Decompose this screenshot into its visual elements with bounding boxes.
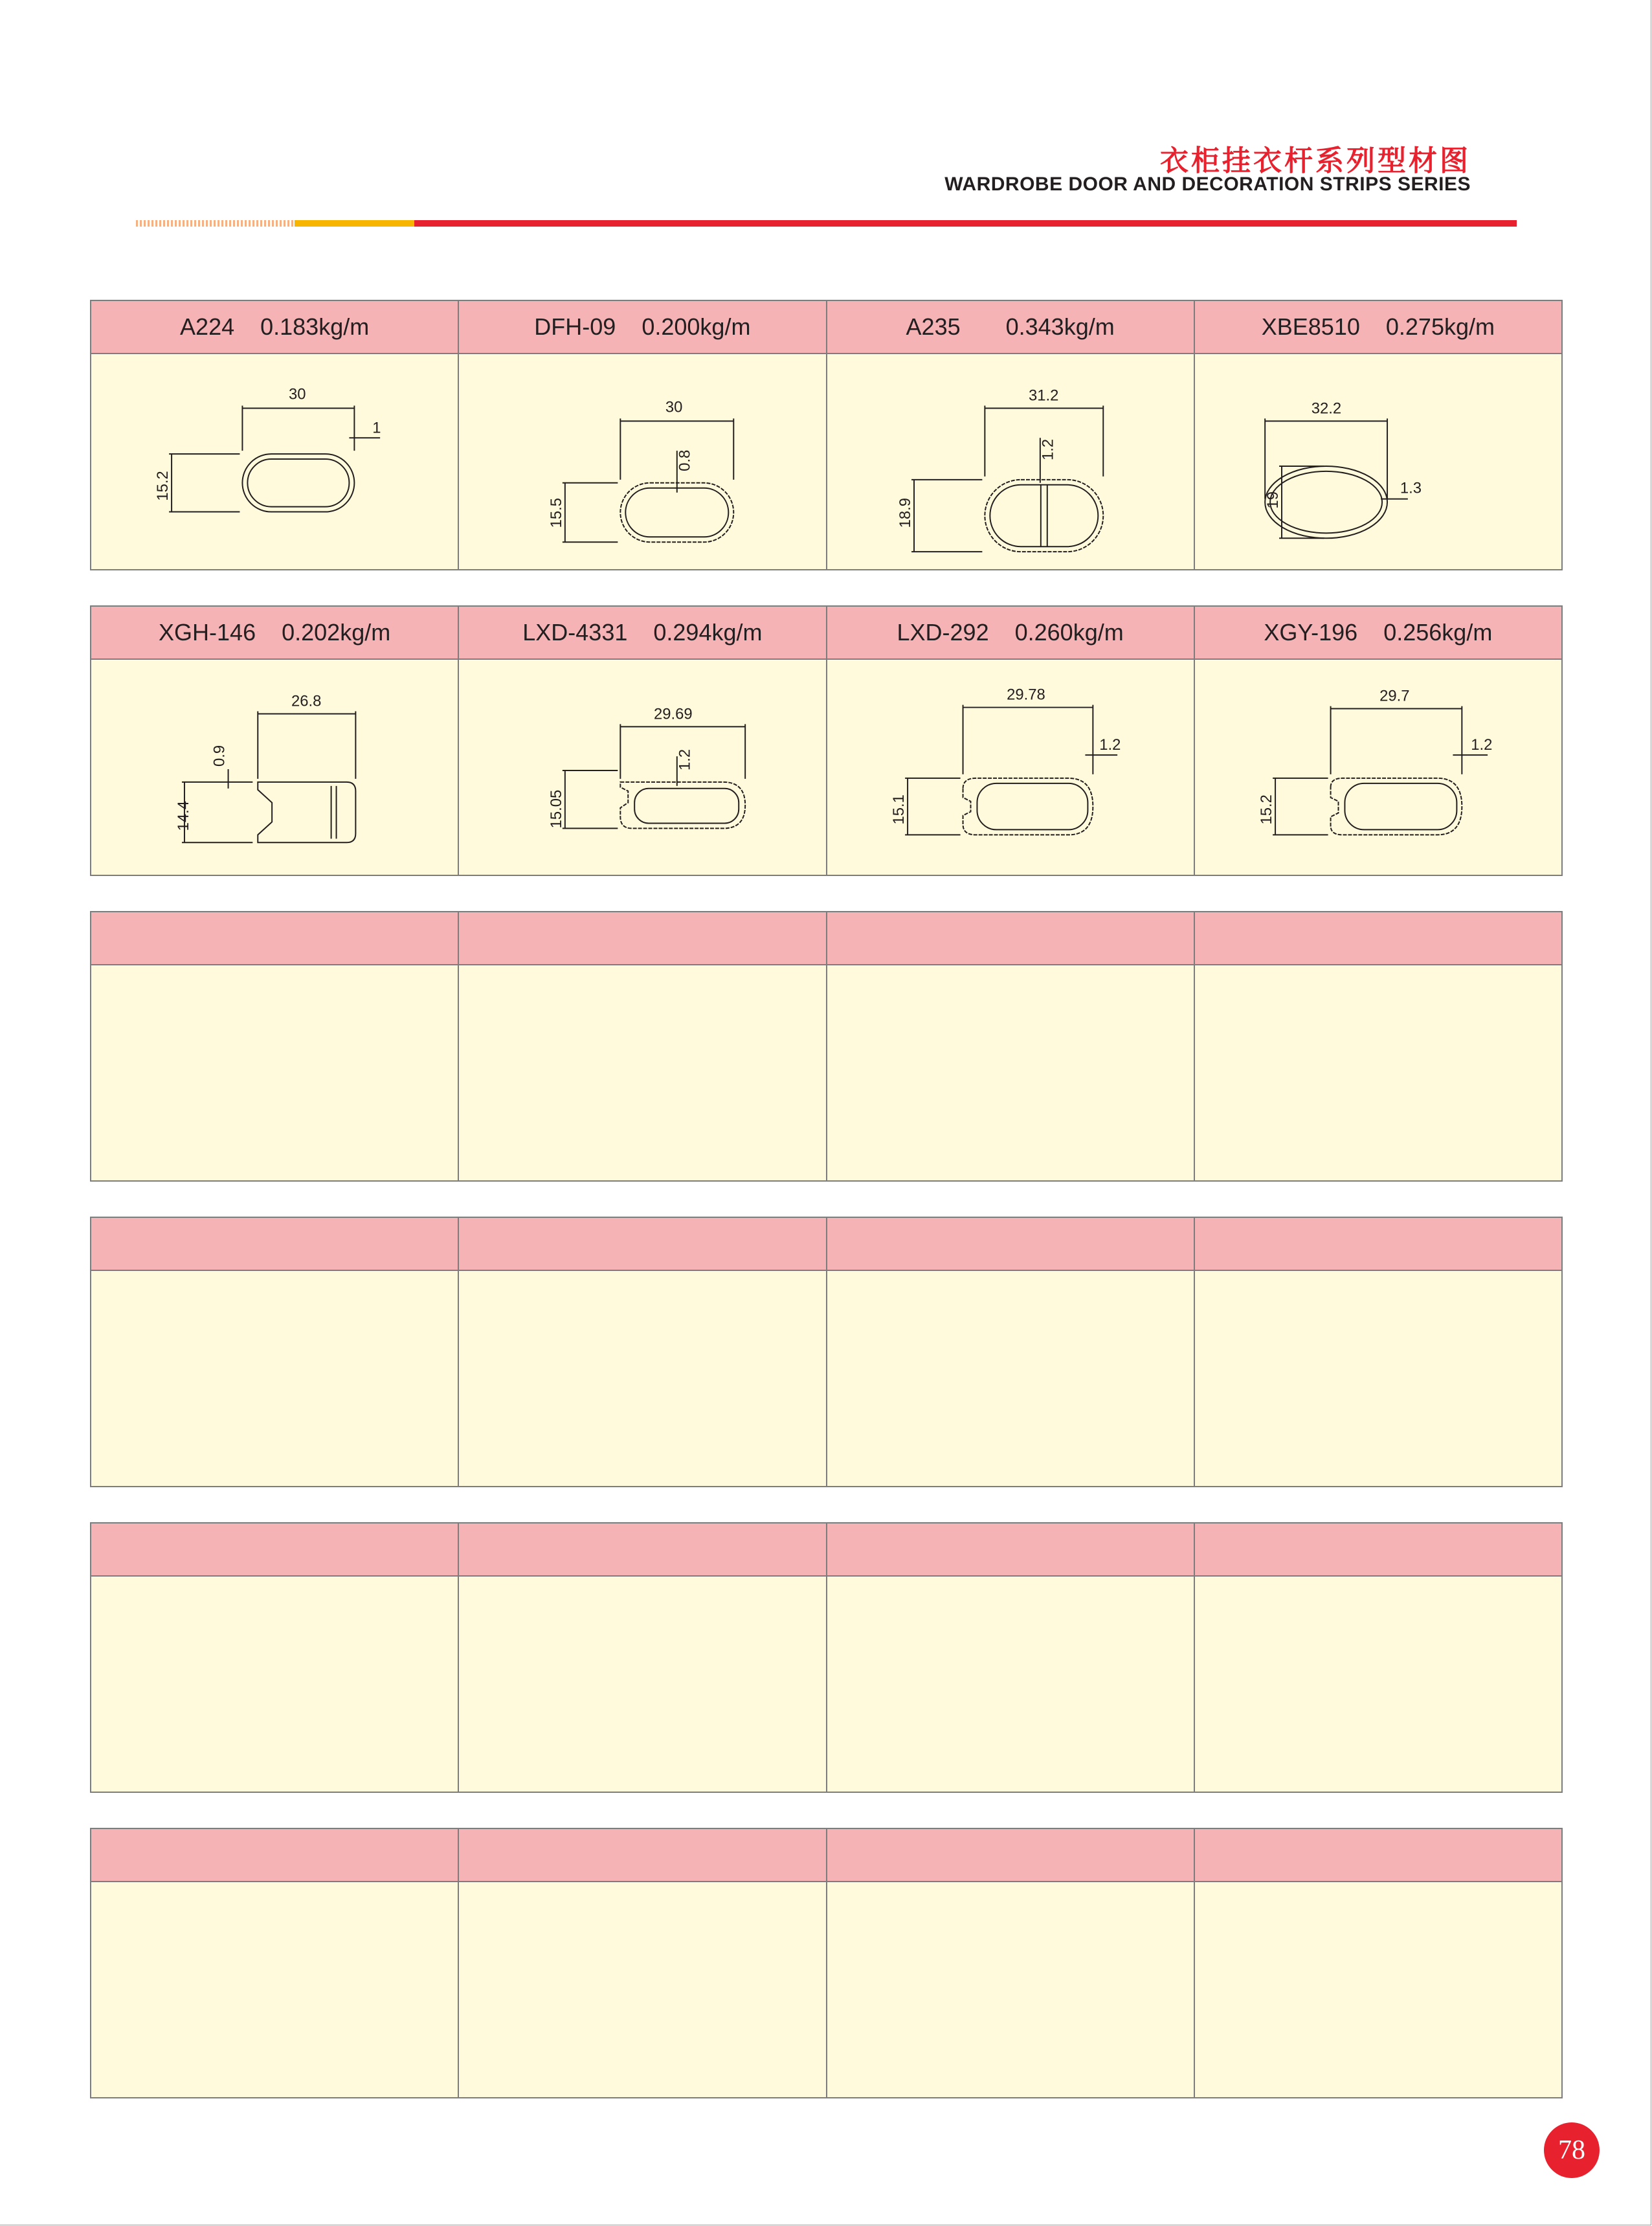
profile-code: A224 xyxy=(180,313,235,340)
header-rule-yellow xyxy=(295,220,414,227)
dim-wall: 1.2 xyxy=(1099,736,1121,754)
profile-code: LXD-292 xyxy=(897,619,989,646)
dim-height: 15.1 xyxy=(889,794,908,825)
profile-drawing-cell-a224 xyxy=(91,354,459,569)
empty-row-header xyxy=(91,912,1561,965)
profile-weight: 0.343kg/m xyxy=(1005,313,1115,340)
profile-row-2 xyxy=(90,605,1563,876)
dim-width: 29.7 xyxy=(1379,687,1410,705)
profile-row-1-header xyxy=(91,301,1561,354)
profile-row-1-body xyxy=(91,354,1561,569)
empty-row-header xyxy=(91,1829,1561,1882)
header-rule-red xyxy=(414,220,1517,227)
empty-body-cell xyxy=(91,1577,459,1792)
profile-outline xyxy=(963,778,1093,835)
profile-code: XGY-196 xyxy=(1264,619,1358,646)
profile-weight: 0.294kg/m xyxy=(653,619,763,646)
profile-code: A235 xyxy=(906,313,961,340)
empty-row-body xyxy=(91,965,1561,1180)
profile-outline-inner xyxy=(1345,783,1457,830)
dim-height: 14.4 xyxy=(174,800,192,831)
empty-header-cell xyxy=(91,1829,459,1881)
dim-width: 29.78 xyxy=(1006,686,1045,704)
empty-header-cell xyxy=(459,912,827,964)
profile-weight: 0.200kg/m xyxy=(642,313,751,340)
empty-row-header xyxy=(91,1218,1561,1271)
empty-header-cell xyxy=(91,912,459,964)
profile-drawing-lxd-4331 xyxy=(459,660,825,875)
profile-drawing-xgh-146 xyxy=(91,660,458,875)
empty-body-cell xyxy=(827,1577,1195,1792)
empty-body-cell xyxy=(1195,1271,1561,1486)
profile-row-1 xyxy=(90,300,1563,570)
empty-row-5 xyxy=(90,1522,1563,1793)
profile-drawing-cell-a235 xyxy=(827,354,1195,569)
profile-code: XGH-146 xyxy=(159,619,256,646)
dim-width: 30 xyxy=(665,398,683,416)
dim-width: 26.8 xyxy=(291,692,322,710)
profile-weight: 0.183kg/m xyxy=(260,313,370,340)
profile-drawing-xgy-196 xyxy=(1195,660,1561,875)
profile-outline-inner xyxy=(626,488,729,537)
empty-row-3 xyxy=(90,911,1563,1182)
profile-drawing-dfh-09 xyxy=(459,354,825,569)
profile-drawing-cell-dfh-09 xyxy=(459,354,827,569)
profile-code: XBE8510 xyxy=(1261,313,1360,340)
dim-wall: 1.2 xyxy=(676,748,694,770)
profile-outline xyxy=(1330,778,1462,835)
dim-height: 15.05 xyxy=(548,789,566,829)
empty-body-cell xyxy=(459,965,827,1180)
profile-header-xgh-146 xyxy=(91,607,459,658)
catalog-title-english: WARDROBE DOOR AND DECORATION STRIPS SERIES xyxy=(944,174,1471,195)
profile-drawing-a235 xyxy=(827,354,1194,569)
profile-outline-inner xyxy=(1270,471,1382,533)
profile-drawing-cell-xgh-146 xyxy=(91,660,459,875)
empty-header-cell xyxy=(459,1829,827,1881)
dim-wall: 1.2 xyxy=(1471,736,1493,754)
empty-row-body xyxy=(91,1577,1561,1792)
page-number-badge: 78 xyxy=(1544,2122,1600,2178)
dim-height: 19 xyxy=(1264,491,1282,509)
empty-body-cell xyxy=(459,1271,827,1486)
profile-outline-inner xyxy=(634,789,739,824)
profile-header-xbe8510 xyxy=(1195,301,1561,353)
profile-header-lxd-292 xyxy=(827,607,1195,658)
profile-weight: 0.260kg/m xyxy=(1014,619,1124,646)
dim-height: 18.9 xyxy=(896,497,914,528)
dim-width: 29.69 xyxy=(654,705,693,723)
catalog-title-chinese: 衣柜挂衣杆系列型材图 xyxy=(1160,144,1471,177)
profile-header-lxd-4331 xyxy=(459,607,827,658)
profile-header-dfh-09 xyxy=(459,301,827,353)
empty-body-cell xyxy=(459,1577,827,1792)
profile-drawing-lxd-292 xyxy=(827,660,1194,875)
empty-body-cell xyxy=(91,1271,459,1486)
profile-header-a235 xyxy=(827,301,1195,353)
empty-body-cell xyxy=(91,965,459,1180)
profile-code: DFH-09 xyxy=(534,313,616,340)
profile-drawing-cell-xgy-196 xyxy=(1195,660,1561,875)
empty-header-cell xyxy=(1195,912,1561,964)
empty-body-cell xyxy=(827,1882,1195,2097)
dim-wall: 1.3 xyxy=(1400,479,1422,497)
empty-header-cell xyxy=(827,1829,1195,1881)
empty-body-cell xyxy=(827,965,1195,1180)
dim-width: 31.2 xyxy=(1028,387,1058,405)
profile-drawing-cell-lxd-292 xyxy=(827,660,1195,875)
empty-body-cell xyxy=(1195,1577,1561,1792)
profile-drawing-a224 xyxy=(91,354,458,569)
profile-outline-inner xyxy=(990,485,1098,546)
profile-header-xgy-196 xyxy=(1195,607,1561,658)
empty-header-cell xyxy=(459,1218,827,1270)
empty-header-cell xyxy=(1195,1218,1561,1270)
header-rule-dotted xyxy=(136,220,295,227)
profile-outline xyxy=(258,782,355,842)
dim-wall: 1.2 xyxy=(1039,438,1057,461)
profile-outline-outer xyxy=(1265,466,1387,538)
profile-row-2-body xyxy=(91,660,1561,875)
profile-weight: 0.256kg/m xyxy=(1383,619,1493,646)
empty-header-cell xyxy=(91,1523,459,1575)
empty-body-cell xyxy=(91,1882,459,2097)
empty-row-body xyxy=(91,1271,1561,1486)
profile-outline-inner xyxy=(247,459,349,507)
empty-body-cell xyxy=(459,1882,827,2097)
profile-drawing-cell-lxd-4331 xyxy=(459,660,827,875)
empty-body-cell xyxy=(1195,1882,1561,2097)
profile-weight: 0.202kg/m xyxy=(282,619,391,646)
dim-wall: 0.8 xyxy=(676,449,694,471)
profile-code: LXD-4331 xyxy=(522,619,628,646)
empty-row-6 xyxy=(90,1828,1563,2098)
empty-header-cell xyxy=(1195,1523,1561,1575)
dim-wall: 1 xyxy=(372,419,381,437)
dim-width: 30 xyxy=(288,385,306,403)
profile-weight: 0.275kg/m xyxy=(1385,313,1495,340)
profile-outline-inner xyxy=(977,783,1088,830)
dim-wall: 0.9 xyxy=(210,745,229,767)
empty-header-cell xyxy=(827,1218,1195,1270)
profile-drawing-cell-xbe8510 xyxy=(1195,354,1561,569)
empty-header-cell xyxy=(1195,1829,1561,1881)
empty-row-4 xyxy=(90,1217,1563,1487)
dim-height: 15.2 xyxy=(1257,794,1275,825)
empty-row-header xyxy=(91,1523,1561,1577)
empty-header-cell xyxy=(459,1523,827,1575)
empty-header-cell xyxy=(91,1218,459,1270)
empty-header-cell xyxy=(827,912,1195,964)
profile-header-a224 xyxy=(91,301,459,353)
profile-drawing-xbe8510 xyxy=(1195,354,1561,569)
dim-height: 15.2 xyxy=(154,471,172,501)
empty-row-body xyxy=(91,1882,1561,2097)
empty-header-cell xyxy=(827,1523,1195,1575)
dim-height: 15.5 xyxy=(548,497,566,528)
empty-body-cell xyxy=(827,1271,1195,1486)
empty-body-cell xyxy=(1195,965,1561,1180)
profile-row-2-header xyxy=(91,607,1561,660)
dim-width: 32.2 xyxy=(1311,399,1341,418)
